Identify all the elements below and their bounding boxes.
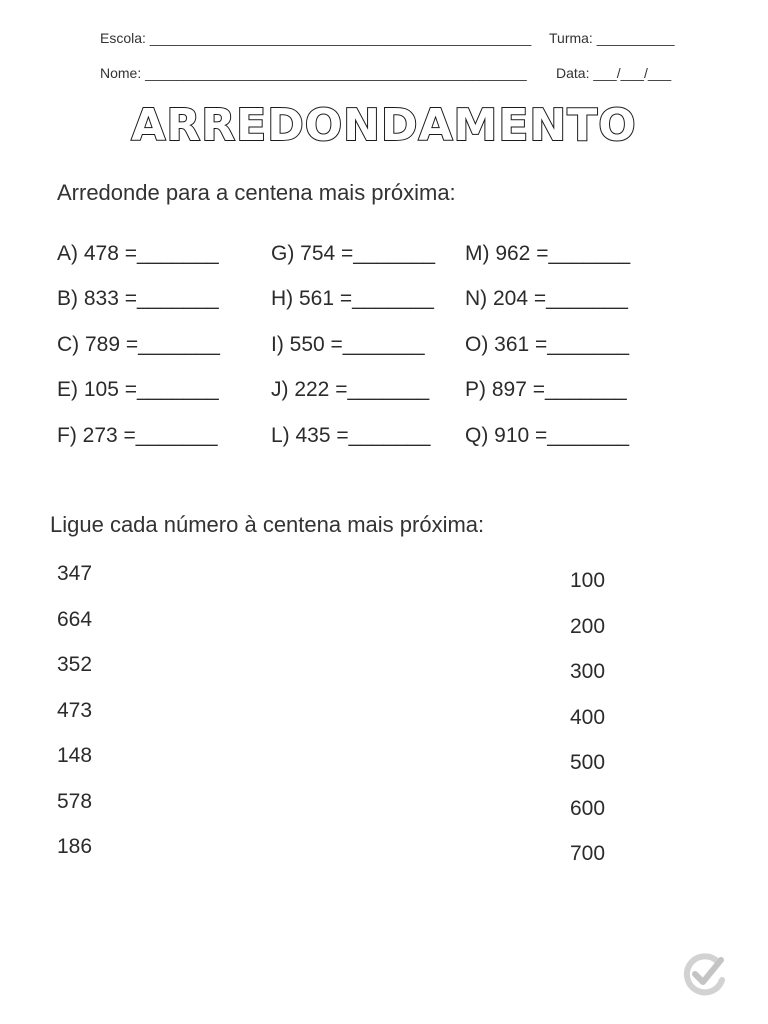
date-field: Data: ___/___/___ (556, 65, 672, 81)
section2-instruction: Ligue cada número à centena mais próxima: (50, 512, 485, 537)
exercise-item: F) 273 =_______ (57, 424, 218, 447)
school-field: Escola: _________________________________________________ (100, 30, 532, 46)
exercise-item: H) 561 =_______ (271, 287, 434, 310)
match-number: 578 (57, 790, 93, 813)
exercise-item: O) 361 =_______ (465, 333, 630, 356)
class-field: Turma: __________ (549, 30, 675, 46)
exercise-item: G) 754 =_______ (271, 242, 436, 265)
exercise-item: C) 789 =_______ (57, 333, 220, 356)
exercise-item: N) 204 =_______ (465, 287, 628, 310)
match-hundred: 100 (570, 569, 606, 592)
match-hundred: 700 (570, 842, 606, 865)
match-number: 148 (57, 744, 93, 767)
exercise-item: P) 897 =_______ (465, 378, 627, 401)
name-field: Nome: _________________________________________________ (100, 65, 527, 81)
exercise-item: A) 478 =_______ (57, 242, 219, 265)
exercise-item: Q) 910 =_______ (465, 424, 630, 447)
section1-instruction: Arredonde para a centena mais próxima: (57, 180, 456, 205)
match-number: 473 (57, 699, 93, 722)
match-hundred: 600 (570, 797, 606, 820)
match-number: 186 (57, 835, 93, 858)
match-hundred: 400 (570, 706, 606, 729)
exercise-item: I) 550 =_______ (271, 333, 425, 356)
exercise-item: M) 962 =_______ (465, 242, 631, 265)
page-title: ARREDONDAMENTO (131, 100, 637, 151)
exercise-item: J) 222 =_______ (271, 378, 430, 401)
match-number: 664 (57, 608, 93, 631)
match-hundred: 200 (570, 615, 606, 638)
exercise-item: E) 105 =_______ (57, 378, 219, 401)
match-number: 352 (57, 653, 93, 676)
match-hundred: 500 (570, 751, 606, 774)
match-hundred: 300 (570, 660, 606, 683)
checkmark-logo-icon (680, 950, 728, 998)
match-number: 347 (57, 562, 93, 585)
exercise-item: L) 435 =_______ (271, 424, 431, 447)
exercise-item: B) 833 =_______ (57, 287, 219, 310)
